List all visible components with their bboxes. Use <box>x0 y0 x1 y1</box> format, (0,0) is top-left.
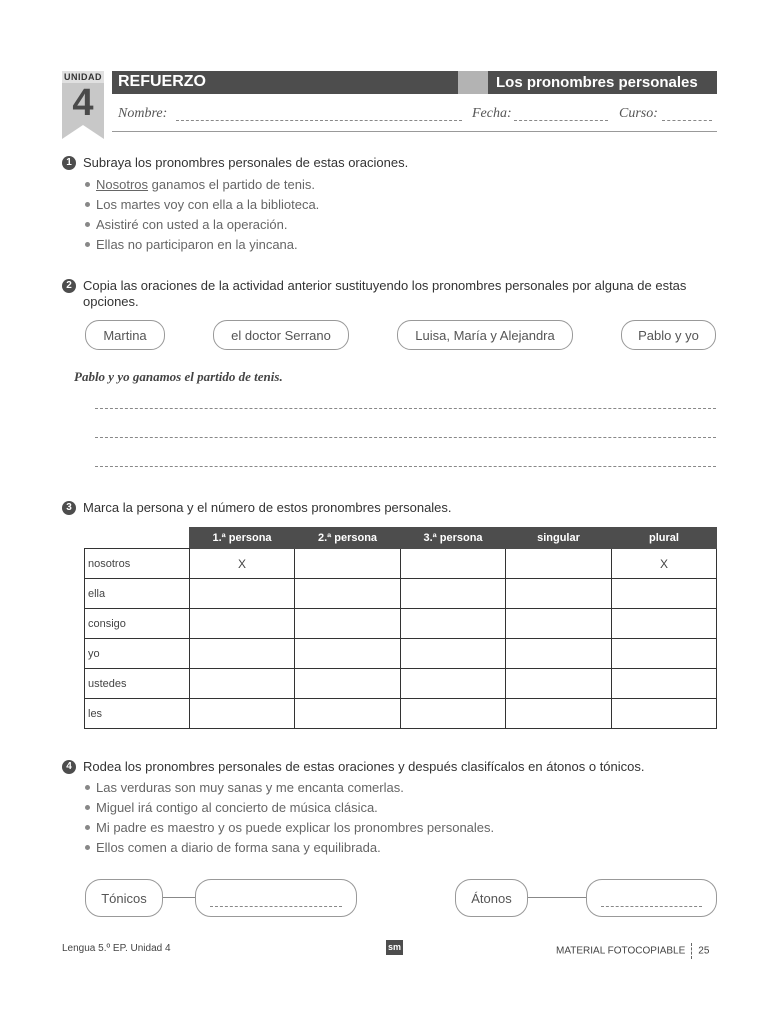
row-label: nosotros <box>85 549 190 579</box>
answer-line-2[interactable] <box>95 437 716 438</box>
name-field[interactable] <box>176 120 462 121</box>
tonic-answer-box[interactable] <box>195 879 357 917</box>
date-field[interactable] <box>514 120 608 121</box>
table-cell[interactable] <box>401 669 506 699</box>
q4-sentence-1 <box>85 780 404 795</box>
row-label: les <box>85 699 190 729</box>
underlined-pronoun: Nosotros <box>96 177 149 192</box>
q1-sentence-2-text: Los martes voy con ella a la biblioteca. <box>96 197 320 212</box>
bullet-icon <box>85 182 90 187</box>
table-cell[interactable]: X <box>190 549 295 579</box>
table-cell[interactable] <box>190 609 295 639</box>
bullet-icon <box>85 242 90 247</box>
table-cell[interactable] <box>401 639 506 669</box>
table-row <box>85 609 717 639</box>
table-cell[interactable] <box>401 579 506 609</box>
row-label: ustedes <box>85 669 190 699</box>
question-3-prompt: Marca la persona y el número de estos pronombres personales. <box>83 500 452 515</box>
option-luisa-maria-alejandra: Luisa, María y Alejandra <box>397 320 573 350</box>
footer-divider <box>691 943 692 959</box>
q1-sentence-4-text: Ellas no participaron en la yincana. <box>96 237 298 252</box>
table-cell[interactable] <box>506 549 612 579</box>
option-pablo-y-yo: Pablo y yo <box>621 320 716 350</box>
q4-sentence-2 <box>85 800 378 815</box>
table-cell[interactable] <box>506 669 612 699</box>
q4-sentence-1-text: Las verduras son muy sanas y me encanta comerlas. <box>96 780 404 795</box>
table-cell[interactable] <box>612 609 717 639</box>
table-row <box>85 549 717 579</box>
table-cell[interactable] <box>401 609 506 639</box>
date-label: Fecha: <box>472 106 512 121</box>
table-cell[interactable] <box>295 609 401 639</box>
column-header-third-person: 3.ª persona <box>401 528 506 549</box>
q4-sentence-4 <box>85 840 381 855</box>
question-2-number: 2 <box>62 279 76 293</box>
bullet-icon <box>85 202 90 207</box>
q1-sentence-1-rest: ganamos el partido de tenis. <box>148 177 315 192</box>
table-cell[interactable] <box>295 549 401 579</box>
q1-sentence-4 <box>85 237 298 252</box>
footer-right <box>556 943 709 959</box>
bullet-icon <box>85 785 90 790</box>
column-header-first-person: 1.ª persona <box>190 528 295 549</box>
atonic-answer-line[interactable] <box>601 906 702 907</box>
page-number: 25 <box>698 945 710 957</box>
table-cell[interactable] <box>612 669 717 699</box>
unit-badge <box>62 71 104 139</box>
course-label: Curso: <box>619 106 658 121</box>
q4-sentence-3-text: Mi padre es maestro y os puede explicar los pronombres personales. <box>96 820 495 835</box>
bullet-icon <box>85 222 90 227</box>
q1-sentence-3-text: Asistiré con usted a la operación. <box>96 217 288 232</box>
table-cell[interactable] <box>612 579 717 609</box>
table-cell[interactable] <box>190 639 295 669</box>
table-cell[interactable] <box>401 699 506 729</box>
table-header-row <box>85 528 717 549</box>
atonic-answer-box[interactable] <box>586 879 717 917</box>
footer-subject: Lengua 5.º EP. Unidad 4 <box>62 943 171 954</box>
unit-number: 4 <box>72 82 94 124</box>
topic-title: Los pronombres personales <box>496 74 698 91</box>
option-doctor-serrano: el doctor Serrano <box>213 320 349 350</box>
title-bar-separator <box>458 71 488 94</box>
course-field[interactable] <box>662 120 712 121</box>
publisher-logo: sm <box>386 940 403 955</box>
table-cell[interactable] <box>295 639 401 669</box>
name-label: Nombre: <box>118 106 168 121</box>
question-1-number: 1 <box>62 156 76 170</box>
column-header-plural: plural <box>612 528 717 549</box>
person-number-table <box>84 527 717 729</box>
bullet-icon <box>85 805 90 810</box>
question-3-number: 3 <box>62 501 76 515</box>
tonic-label-box: Tónicos <box>85 879 163 917</box>
table-row <box>85 699 717 729</box>
section-title: REFUERZO <box>118 73 206 90</box>
table-cell[interactable] <box>506 639 612 669</box>
photocopiable-label: MATERIAL FOTOCOPIABLE <box>556 945 686 957</box>
atonic-connector <box>528 897 586 898</box>
q1-sentence-1 <box>85 177 315 192</box>
table-cell[interactable] <box>190 579 295 609</box>
table-cell[interactable] <box>190 669 295 699</box>
q4-sentence-3 <box>85 820 494 835</box>
question-4-number: 4 <box>62 760 76 774</box>
table-cell[interactable] <box>295 669 401 699</box>
answer-line-3[interactable] <box>95 466 716 467</box>
column-header-second-person: 2.ª persona <box>295 528 401 549</box>
question-4-prompt: Rodea los pronombres personales de estas oraciones y después clasifícalos en átonos o tónicos. <box>83 759 645 774</box>
tonic-connector <box>163 897 195 898</box>
atonic-label-box: Átonos <box>455 879 528 917</box>
question-2-prompt-line-2: opciones. <box>83 294 139 309</box>
q4-sentence-2-text: Miguel irá contigo al concierto de música clásica. <box>96 800 378 815</box>
header-rule <box>112 131 717 132</box>
table-corner <box>85 528 190 549</box>
q1-sentence-2 <box>85 197 319 212</box>
table-row <box>85 579 717 609</box>
row-label: consigo <box>85 609 190 639</box>
question-1-prompt: Subraya los pronombres personales de estas oraciones. <box>83 155 409 170</box>
table-cell[interactable] <box>506 579 612 609</box>
bullet-icon <box>85 825 90 830</box>
table-cell[interactable] <box>401 549 506 579</box>
table-cell[interactable] <box>190 699 295 729</box>
option-martina: Martina <box>85 320 165 350</box>
table-cell[interactable]: X <box>612 549 717 579</box>
table-row <box>85 669 717 699</box>
table-cell[interactable] <box>506 699 612 729</box>
q1-sentence-3 <box>85 217 288 232</box>
answer-line-1[interactable] <box>95 408 716 409</box>
tonic-answer-line[interactable] <box>210 906 342 907</box>
table-cell[interactable] <box>295 579 401 609</box>
unit-label: UNIDAD <box>64 72 102 82</box>
table-cell[interactable] <box>612 639 717 669</box>
table-cell[interactable] <box>295 699 401 729</box>
table-cell[interactable] <box>506 609 612 639</box>
row-label: ella <box>85 579 190 609</box>
question-2-prompt-line-1: Copia las oraciones de la actividad anterior sustituyendo los pronombres personales por alguna de estas <box>83 278 687 293</box>
column-header-singular: singular <box>506 528 612 549</box>
table-cell[interactable] <box>612 699 717 729</box>
row-label: yo <box>85 639 190 669</box>
table-row <box>85 639 717 669</box>
bullet-icon <box>85 845 90 850</box>
example-answer: Pablo y yo ganamos el partido de tenis. <box>74 369 283 384</box>
q4-sentence-4-text: Ellos comen a diario de forma sana y equilibrada. <box>96 840 381 855</box>
